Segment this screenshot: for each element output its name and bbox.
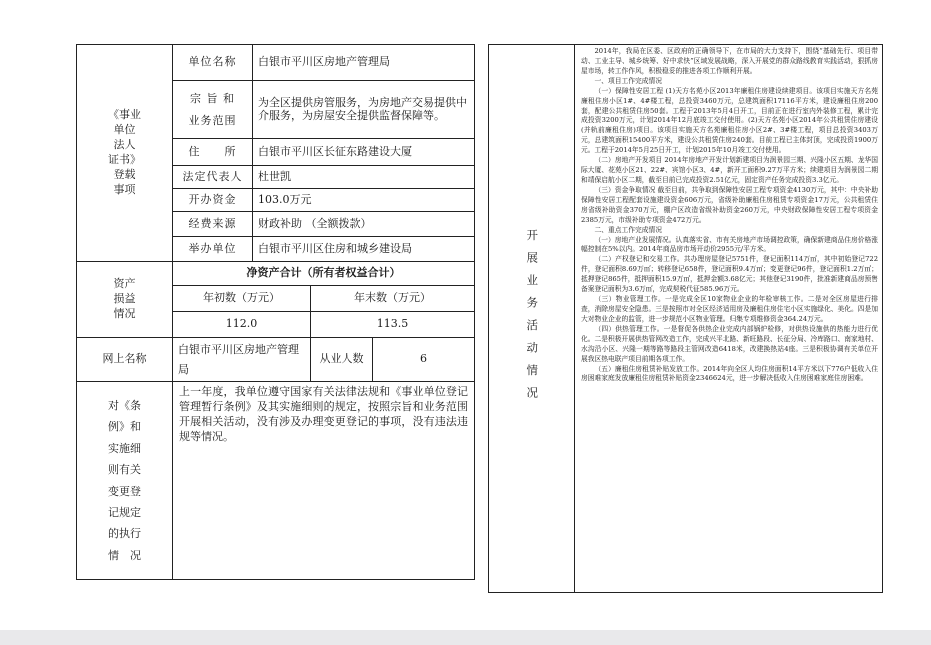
sponsor-label: 举办单位 bbox=[173, 237, 253, 262]
compliance-section-label: 对《条 例》和 实施细 则有关 变更登 记规定 的执行 情 况 bbox=[77, 382, 173, 580]
purpose-label: 宗 旨 和 业务范围 bbox=[173, 81, 253, 139]
start-of-year-value: 112.0 bbox=[173, 312, 311, 338]
activities-paragraph: （五）廉租住房租赁补贴发放工作。2014年向全区人均住房面积14平方米以下776户低收入住房困难家庭发放廉租住房租赁补贴资金2346624元，进一步解决低收入住房困难家庭住房困难。 bbox=[581, 364, 878, 383]
registration-table bbox=[76, 44, 475, 580]
activities-paragraph: （四）供热管理工作。一是督促各供热企业完成内部锅炉检修，对供热设施供的热能力进行优化。二是积极开展供热管网改造工作，完成兴平北路、新旺路段、长征分局、冷库路口、南家地村、水沟沿小区、兴隆一期等路等路段主管网改造6418米，改建换热站4座。三是积极协调有关单位开展我区热电联产项目前期各项工作。 bbox=[581, 324, 879, 363]
staff-count-value: 6 bbox=[373, 338, 475, 382]
legal-rep-label: 法定代表人 bbox=[173, 166, 253, 189]
assets-section-label: 资产 损益 情况 bbox=[77, 262, 173, 338]
compliance-text: 上一年度，我单位遵守国家有关法律法规和《事业单位登记管理暂行条例》及其实施细则的规定，按照宗旨和业务范围开展相关活动，没有涉及办理变更登记的事项，没有违法违规等情况。 bbox=[173, 382, 475, 580]
activities-paragraph: （三）资金争取情况 截至目前，共争取到保障性安居工程专项资金4130万元，其中：中央补助保障性安居工程配套设施建设资金606万元，省级补助廉租住房租赁专项资金17万元，公共租赁住房省级补助资金370万元，棚户区改造省级补助资金260万元，中央财政保障性安居工程专项资金2385万元，市级补助专项资金472万元。 bbox=[581, 185, 878, 224]
funding-source-value: 财政补助 （全额拨款） bbox=[253, 212, 475, 237]
end-of-year-value: 113.5 bbox=[311, 312, 475, 338]
net-assets-header: 净资产合计（所有者权益合计） bbox=[173, 262, 475, 286]
activities-table bbox=[488, 44, 883, 593]
activities-paragraph: （一）保障性安居工程 (1)天方名苑小区2013年廉租住房建设续建项目。该项目实施天方名苑廉租住房小区1#、4#楼工程，总投资3460万元，总建筑面积17116平方米，建设廉租住房200套，配建公共租赁住房50套。工程于2013年5月4日开工，目前正在进行室内外装修工程，累计完成投资3200万元，计划2014年12月底竣工交付使用。(2)天方名苑小区2014年公共租赁住房建设(并轨前廉租住房)项目。该项目实施天方名苑廉租住房小区2#、3#楼工程，项目总投资3403万元，总建筑面积15400平方米，建设公共租赁住房240套。目前工程已主体封顶，完成投资1900万元。工程于2014年5月25日开工，计划2015年10月竣工交付使用。 bbox=[581, 86, 878, 155]
activities-paragraph: （二）产权登记和交易工作。共办理房屋登记5751件，登记面积114万㎡，其中初始登记722件，登记面积8.69万㎡；转移登记658件，登记面积9.4万㎡；变更登记96件，登记面积1.2万㎡；抵押登记865件，抵押面积15.9万㎡，抵押金额3.68亿元；其他登记3190件，批准新建商品房预售备案登记面积为3.6万㎡，完成契税代征585.96万元。 bbox=[581, 255, 878, 294]
unit-name-label: 单位名称 bbox=[173, 45, 253, 81]
activities-paragraph: （三）物业管理工作。一是完成全区10家物业企业的年检审核工作。二是对全区房屋进行排查，消除房屋安全隐患。三是按照市对全区经济适用房及廉租住房住宅小区实施绿化、美化。四是加大对物业企业的监管，进一步规范小区物业管理。归集专项维修资金364.24万元。 bbox=[581, 295, 879, 323]
funding-source-label: 经费来源 bbox=[173, 212, 253, 237]
activities-form-right bbox=[488, 44, 883, 593]
viewer-bottom-bar bbox=[0, 630, 931, 645]
capital-label: 开办资金 bbox=[173, 189, 253, 212]
address-label: 住 所 bbox=[173, 139, 253, 166]
activities-heading: 二、重点工作完成情况 bbox=[594, 225, 663, 234]
activities-body bbox=[575, 45, 883, 593]
capital-value: 103.0万元 bbox=[253, 189, 475, 212]
online-name-label: 网上名称 bbox=[77, 338, 173, 382]
activities-paragraph: 2014年，我局在区委、区政府的正确领导下，在市局的大力支持下，围绕“基础先行、项目带动、工业主导、城乡统筹、好中求快”区域发展战略，深入开展党的群众路线教育实践活动，狠抓房屋市场，转工作作风，积极稳妥的推进各项工作顺利开展。 bbox=[581, 47, 878, 75]
staff-count-label: 从业人数 bbox=[311, 338, 373, 382]
certificate-section-label: 《事业 单位 法人 证书》 登载 事项 bbox=[77, 45, 173, 262]
end-of-year-label: 年末数（万元） bbox=[311, 286, 475, 312]
address-value: 白银市平川区长征东路建设大厦 bbox=[253, 139, 475, 166]
activities-paragraph: （一）房地产业发展情况。认真落实省、市有关房地产市场调控政策，确保新建商品住房价格涨幅控制在5%以内。2014年商品房市场开动价2955元/平方米。 bbox=[581, 235, 879, 254]
online-name-value: 白银市平川区房地产管理局 bbox=[173, 338, 311, 382]
activities-paragraph: （二）房地产开发项目 2014年房地产开发计划新建项目为润景园三期、兴隆小区五期、龙华国际大厦、花苑小区21、22#、宾馆小区3、4#，新开工面积9.27万平方米；续建项目为润景园二期和靖保启航小区二期，截至目前已完成投资2.51亿元，固定资产任务完成投资3.3亿元。 bbox=[581, 156, 878, 184]
start-of-year-label: 年初数（万元） bbox=[173, 286, 311, 312]
unit-name-value: 白银市平川区房地产管理局 bbox=[253, 45, 475, 81]
purpose-value: 为全区提供房管服务，为房地产交易提供中介服务，为房屋安全提供监督保障等。 bbox=[253, 81, 475, 139]
sponsor-value: 白银市平川区住房和城乡建设局 bbox=[253, 237, 475, 262]
activities-section-label: 开展业务活动情况 bbox=[489, 45, 575, 593]
legal-rep-value: 杜世凯 bbox=[253, 166, 475, 189]
registration-form-left bbox=[76, 44, 474, 580]
activities-heading: 一、项目工作完成情况 bbox=[594, 76, 663, 85]
